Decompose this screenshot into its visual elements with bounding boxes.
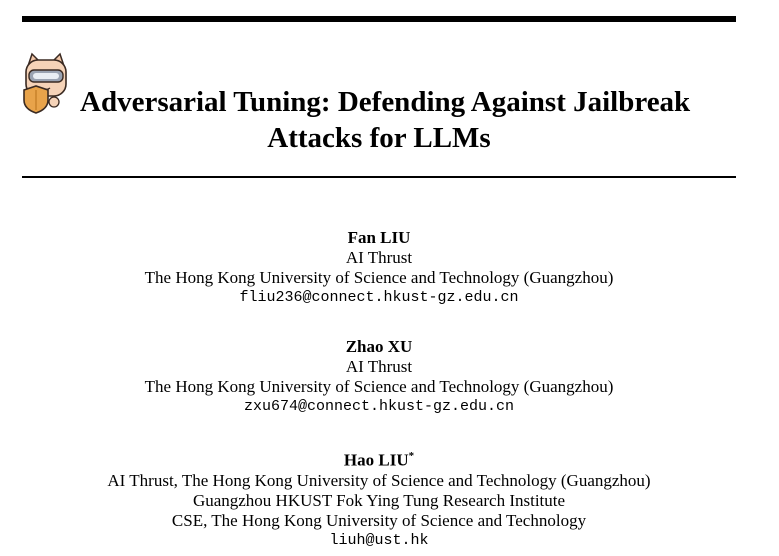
author-affiliation: AI Thrust — [345, 248, 413, 267]
author-name: Zhao XU — [345, 337, 413, 356]
paper-title-line-1: Adversarial Tuning: Defending Against Jailbreak — [80, 86, 691, 118]
author-name: Hao LIU — [343, 450, 409, 470]
author-block — [0, 337, 758, 417]
author-affiliation: AI Thrust — [345, 357, 413, 376]
author-affiliation: AI Thrust, The Hong Kong University of Science and Technology (Guangzhou) — [107, 470, 651, 490]
author-email: liuh@ust.hk — [329, 531, 429, 549]
author-affiliation: The Hong Kong University of Science and Technology (Guangzhou) — [144, 268, 614, 287]
corresponding-author-mark: * — [408, 450, 415, 462]
author-block — [0, 446, 758, 551]
author-name: Fan LIU — [347, 228, 411, 247]
author-block — [0, 228, 758, 308]
author-email: fliu236@connect.hkust-gz.edu.cn — [239, 289, 519, 306]
paper-title-line-2: Attacks for LLMs — [267, 122, 491, 154]
author-email: zxu674@connect.hkust-gz.edu.cn — [243, 398, 515, 415]
author-affiliation: CSE, The Hong Kong University of Science and Technology — [171, 510, 587, 530]
author-affiliation: Guangzhou HKUST Fok Ying Tung Research Institute — [192, 490, 566, 510]
title-bottom-rule — [22, 176, 736, 178]
author-affiliation: The Hong Kong University of Science and Technology (Guangzhou) — [144, 377, 614, 396]
top-rule — [22, 16, 736, 22]
author-name-row — [0, 446, 758, 471]
shield-mascot-icon — [18, 52, 74, 114]
